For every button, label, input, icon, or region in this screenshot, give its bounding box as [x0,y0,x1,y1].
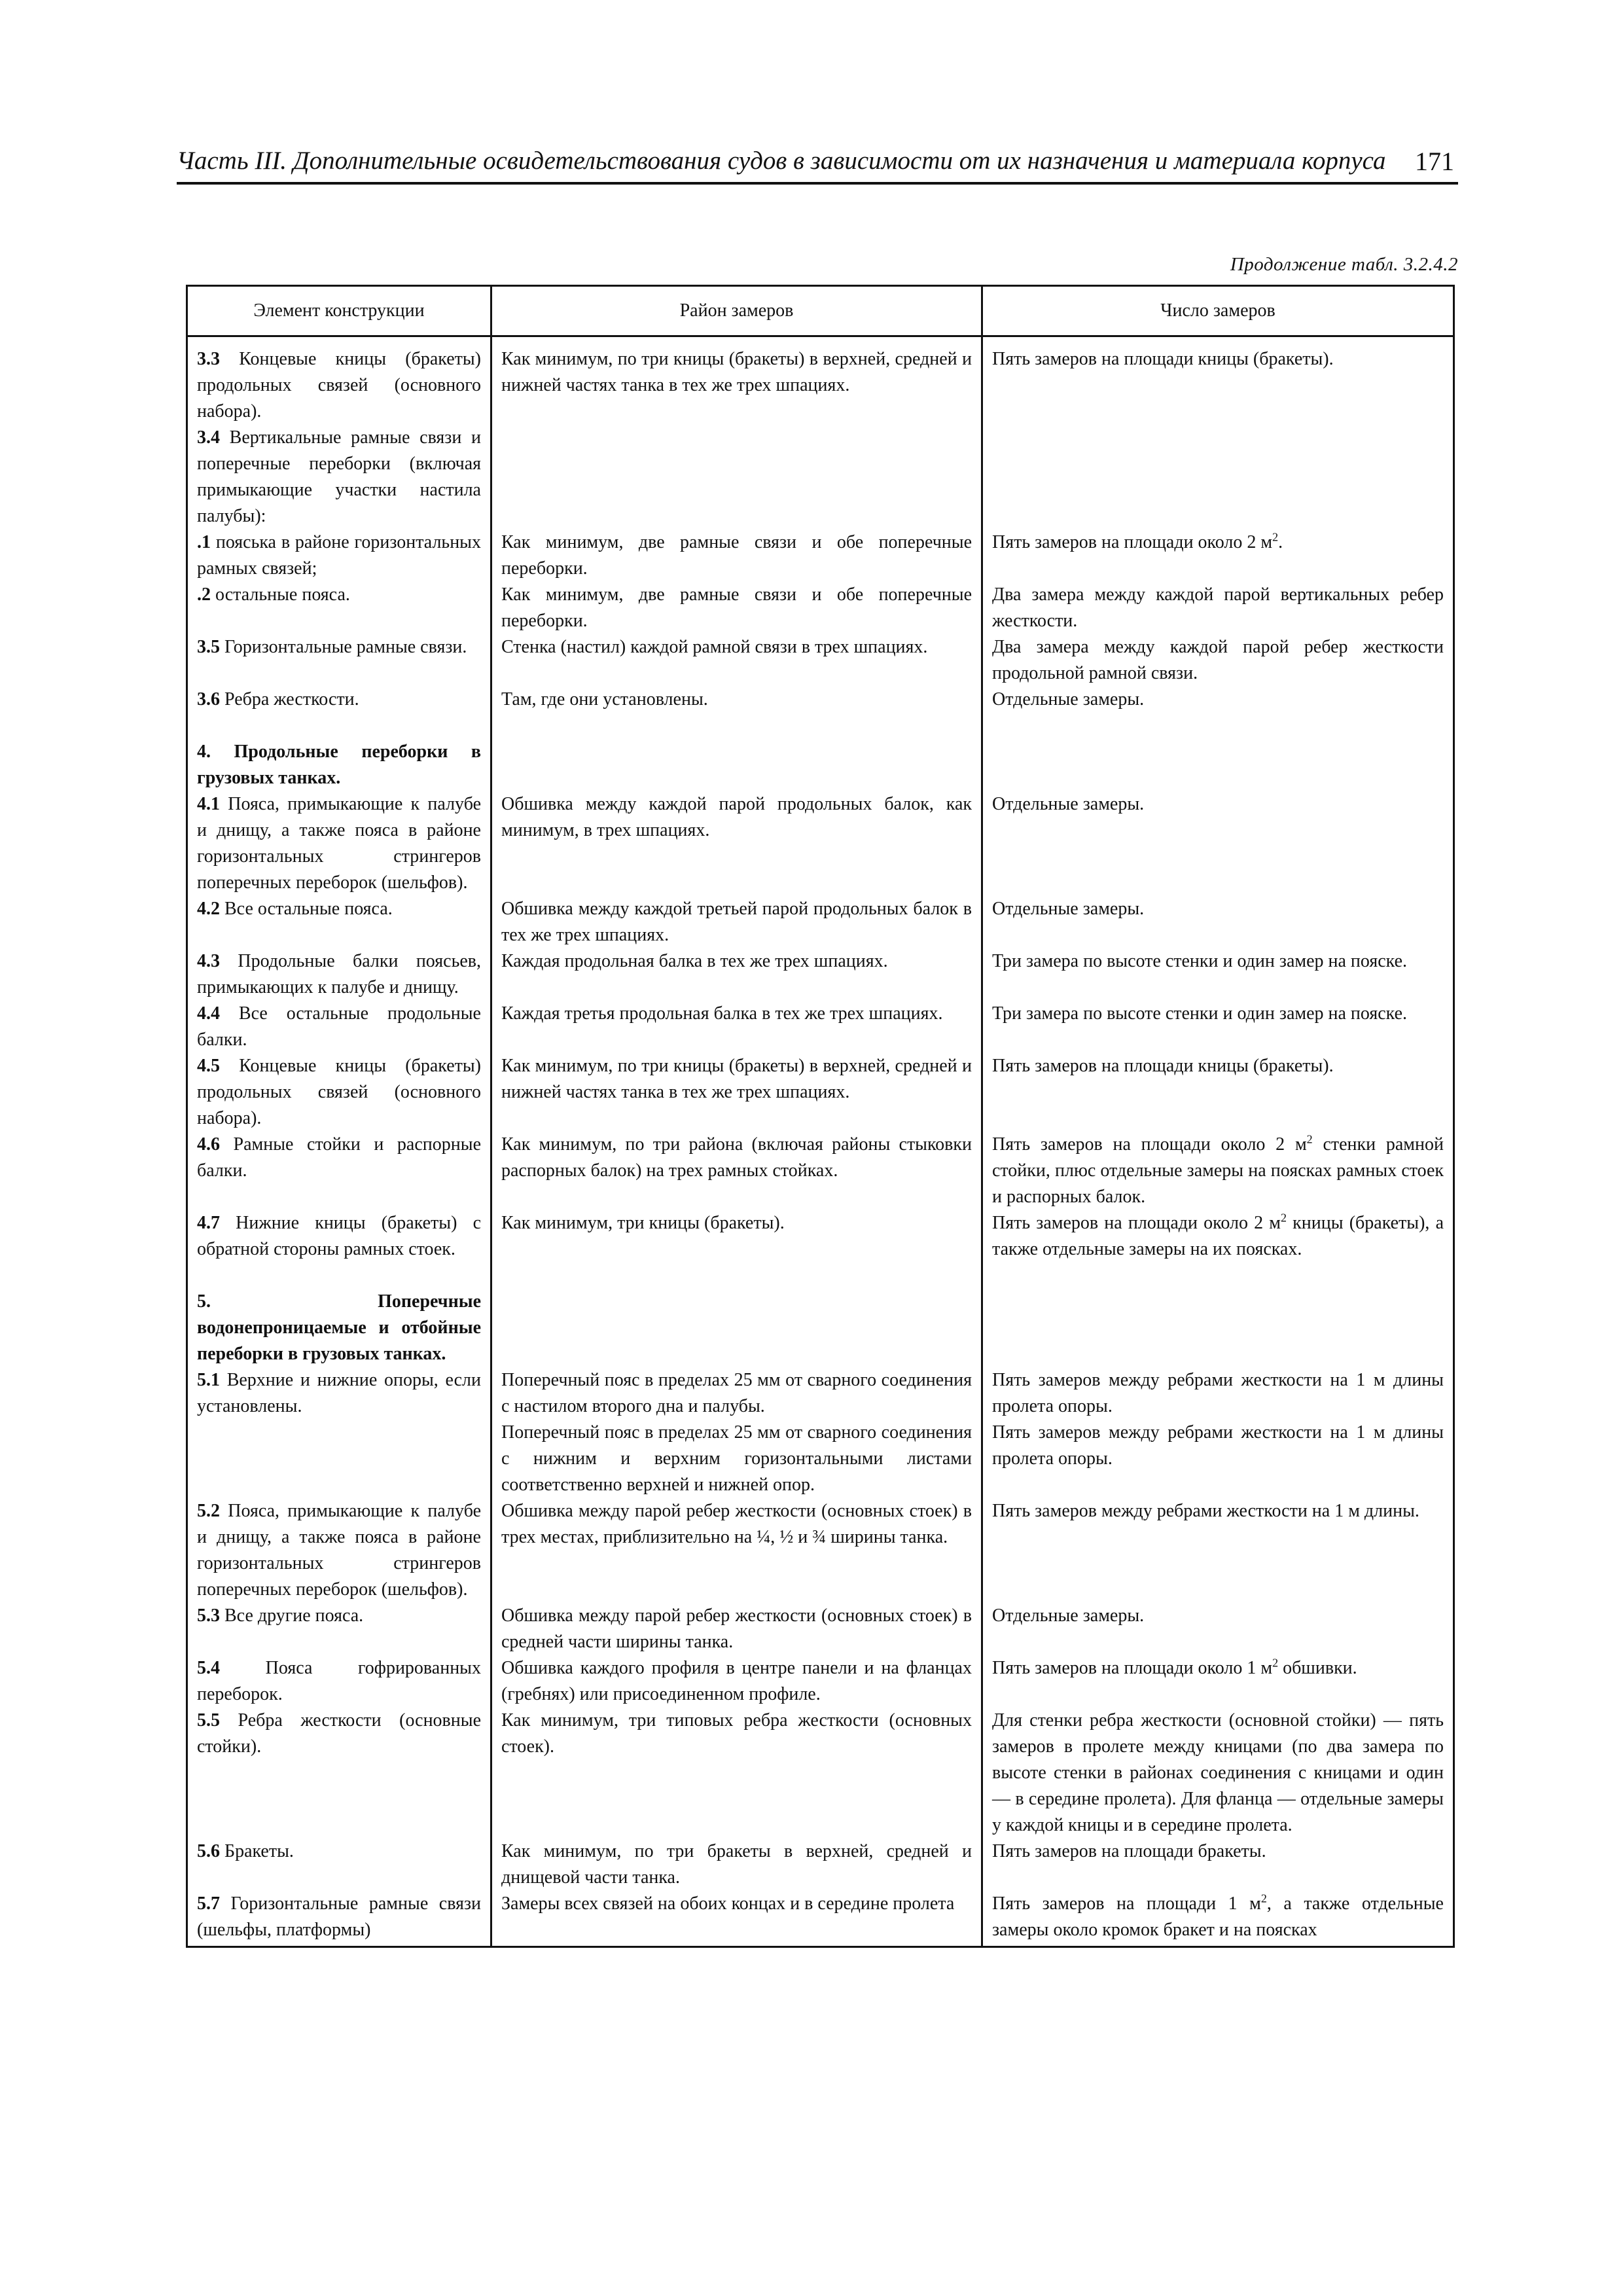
table-row [187,634,1454,687]
element-cell [187,1655,491,1708]
element-text: Продольные балки поясьев, примыкающих к палубе и днищу. [197,951,481,997]
element-text: Нижние кницы (бракеты) с обратной стороны рамных стоек. [197,1213,481,1259]
item-number: 4.5 [197,1056,220,1076]
area-cell: Как минимум, по три бракеты в верхней, средней и днищевой части танка. [491,1839,982,1891]
element-cell [187,1891,491,1947]
table-row [187,948,1454,1001]
element-cell [187,1367,491,1420]
element-text: Пояса гофрированных переборок. [197,1658,481,1704]
table-row [187,1839,1454,1891]
count-cell: Пять замеров на площади кницы (бракеты). [982,1053,1454,1132]
element-cell [187,634,491,687]
area-cell: Каждая третья продольная балка в тех же трех шпациях. [491,1001,982,1053]
area-cell: Как минимум, три кницы (бракеты). [491,1210,982,1263]
element-cell [187,1053,491,1132]
table-row [187,791,1454,896]
item-number: .1 [197,532,211,552]
count-cell: Пять замеров на площади 1 $м^2$, а также отдельные замеры около кромок бракет и на поясках [982,1891,1454,1947]
count-cell: Пять замеров на площади около 2 $м^2$. [982,529,1454,582]
element-text: Концевые кницы (бракеты) продольных связей (основного набора). [197,349,481,422]
element-text: Верхние и нижние опоры, если установлены. [197,1370,481,1416]
column-header: Район замеров [491,286,982,336]
element-text: Концевые кницы (бракеты) продольных связей (основного набора). [197,1056,481,1128]
count-cell: Пять замеров на площади около 1 $м^2$ обшивки. [982,1655,1454,1708]
item-number: 4.2 [197,899,220,919]
element-cell [187,1210,491,1263]
element-text: остальные пояса. [211,584,350,605]
area-cell: Обшивка между каждой парой продольных балок, как минимум, в трех шпациях. [491,791,982,896]
table-row [187,1603,1454,1655]
item-number: 3.5 [197,637,220,657]
element-cell [187,582,491,634]
element-text: Бракеты. [220,1841,294,1861]
count-cell: Пять замеров между ребрами жесткости на 1 м длины пролета опоры. [982,1420,1454,1498]
count-cell: Пять замеров на площади кницы (бракеты). [982,336,1454,425]
item-number: 3.4 [197,427,220,448]
table-row [187,1053,1454,1132]
area-cell: Замеры всех связей на обоих концах и в середине пролета [491,1891,982,1947]
element-cell [187,1708,491,1839]
item-number: 5.3 [197,1605,220,1626]
measurements-table [186,285,1455,1948]
count-cell: Отдельные замеры. [982,791,1454,896]
area-cell: Как минимум, по три кницы (бракеты) в верхней, средней и нижней частях танка в тех же трех шпациях. [491,336,982,425]
item-number: 4.7 [197,1213,220,1233]
item-number: 5.5 [197,1710,220,1731]
element-cell [187,336,491,425]
element-cell [187,896,491,948]
element-text: Все остальные пояса. [220,899,393,919]
item-number: 4.6 [197,1134,220,1155]
section-heading: 4. Продольные переборки в грузовых танках. [187,739,491,791]
table-caption: Продолжение табл. 3.2.4.2 [1230,254,1458,275]
element-cell [187,1603,491,1655]
element-cell [187,948,491,1001]
element-text: Ребра жесткости (основные стойки). [197,1710,481,1757]
table-row [187,1655,1454,1708]
element-text: Ребра жесткости. [220,689,359,709]
item-number: 3.3 [197,349,220,369]
area-cell: Как минимум, по три района (включая районы стыковки распорных балок) на трех рамных стойках. [491,1132,982,1210]
table-row [187,1132,1454,1210]
element-cell [187,1498,491,1603]
item-number: 5.6 [197,1841,220,1861]
element-text: Все другие пояса. [220,1605,364,1626]
count-cell: Три замера по высоте стенки и один замер на пояске. [982,948,1454,1001]
item-number: 4.1 [197,794,220,814]
count-cell [982,425,1454,529]
section-row [187,1289,1454,1367]
table-row [187,1001,1454,1053]
table-row [187,1367,1454,1420]
section-row [187,739,1454,791]
area-cell [491,425,982,529]
count-cell: Пять замеров на площади около 2 $м^2$ стенки рамной стойки, плюс отдельные замеры на поясках рамных стоек и распорных балок. [982,1132,1454,1210]
table-row [187,582,1454,634]
element-cell [187,529,491,582]
element-text: Пояса, примыкающие к палубе и днищу, а также пояса в районе горизонтальных стрингеров поперечных переборок (шельфов). [197,794,481,893]
section-heading: 5. Поперечные водонепроницаемые и отбойные переборки в грузовых танках. [187,1289,491,1367]
area-cell: Стенка (настил) каждой рамной связи в трех шпациях. [491,634,982,687]
element-text: Все остальные продольные балки. [197,1003,481,1050]
element-cell [187,1420,491,1498]
item-number: 4.4 [197,1003,220,1024]
item-number: .2 [197,584,211,605]
area-cell: Поперечный пояс в пределах 25 мм от сварного соединения с настилом второго дна и палубы. [491,1367,982,1420]
item-number: 5.7 [197,1893,220,1914]
element-text: пояська в районе горизонтальных рамных связей; [197,532,481,579]
element-cell [187,687,491,713]
table-row [187,896,1454,948]
table-row [187,1708,1454,1839]
table-row [187,529,1454,582]
element-text: Рамные стойки и распорные балки. [197,1134,481,1181]
item-number: 3.6 [197,689,220,709]
area-cell: Поперечный пояс в пределах 25 мм от сварного соединения с нижним и верхним горизонтальными листами соответственно верхней и нижней опор. [491,1420,982,1498]
spacer-row [187,713,1454,739]
area-cell: Как минимум, две рамные связи и обе поперечные переборки. [491,582,982,634]
table-row [187,1420,1454,1498]
count-cell: Три замера по высоте стенки и один замер на пояске. [982,1001,1454,1053]
area-cell: Как минимум, три типовых ребра жесткости (основных стоек). [491,1708,982,1839]
running-title: Часть III. Дополнительные освидетельствования судов в зависимости от их назначения и материала корпуса [177,147,1386,175]
area-cell: Каждая продольная балка в тех же трех шпациях. [491,948,982,1001]
area-cell: Обшивка между парой ребер жесткости (основных стоек) в трех местах, приблизительно на ¼, ½ и ¾ ширины танка. [491,1498,982,1603]
count-cell: Пять замеров между ребрами жесткости на 1 м длины пролета опоры. [982,1367,1454,1420]
element-cell [187,1839,491,1891]
count-cell: Пять замеров на площади бракеты. [982,1839,1454,1891]
area-cell: Обшивка между парой ребер жесткости (основных стоек) в средней части ширины танка. [491,1603,982,1655]
column-header: Число замеров [982,286,1454,336]
element-cell [187,791,491,896]
area-cell: Обшивка между каждой третьей парой продольных балок в тех же трех шпациях. [491,896,982,948]
element-text: Горизонтальные рамные связи. [220,637,467,657]
table-row [187,687,1454,713]
table-row [187,1891,1454,1947]
element-cell [187,1132,491,1210]
table-header-row [187,286,1454,336]
item-number: 4.3 [197,951,220,971]
column-header: Элемент конструкции [187,286,491,336]
table-row [187,336,1454,425]
element-cell [187,425,491,529]
count-cell: Пять замеров на площади около 2 $м^2$ кницы (бракеты), а также отдельные замеры на их поясках. [982,1210,1454,1263]
page-header [177,143,1458,185]
item-number: 5.4 [197,1658,220,1678]
item-number: 5.1 [197,1370,220,1390]
element-cell [187,1001,491,1053]
area-cell: Как минимум, по три кницы (бракеты) в верхней, средней и нижней частях танка в тех же трех шпациях. [491,1053,982,1132]
table-row [187,1498,1454,1603]
count-cell: Два замера между каждой парой ребер жесткости продольной рамной связи. [982,634,1454,687]
element-text: Вертикальные рамные связи и поперечные переборки (включая примыкающие участки настила палубы): [197,427,481,526]
count-cell: Отдельные замеры. [982,687,1454,713]
table-row [187,1210,1454,1263]
item-number: 5.2 [197,1501,220,1521]
spacer-row [187,1263,1454,1289]
table-row [187,425,1454,529]
area-cell: Как минимум, две рамные связи и обе поперечные переборки. [491,529,982,582]
count-cell: Два замера между каждой парой вертикальных ребер жесткости. [982,582,1454,634]
count-cell: Для стенки ребра жесткости (основной стойки) — пять замеров в пролете между кницами (по два замера по высоте стенки в районах соединения с кницами и один — в середине пролета). Для фланца — отдельные замеры у каждой кницы и в середине пролета. [982,1708,1454,1839]
area-cell: Там, где они установлены. [491,687,982,713]
count-cell: Отдельные замеры. [982,1603,1454,1655]
count-cell: Отдельные замеры. [982,896,1454,948]
count-cell: Пять замеров между ребрами жесткости на 1 м длины. [982,1498,1454,1603]
page-number: 171 [1415,147,1454,176]
area-cell: Обшивка каждого профиля в центре панели и на фланцах (гребнях) или присоединенном профиле. [491,1655,982,1708]
element-text: Горизонтальные рамные связи (шельфы, платформы) [197,1893,481,1940]
element-text: Пояса, примыкающие к палубе и днищу, а также пояса в районе горизонтальных стрингеров поперечных переборок (шельфов). [197,1501,481,1600]
